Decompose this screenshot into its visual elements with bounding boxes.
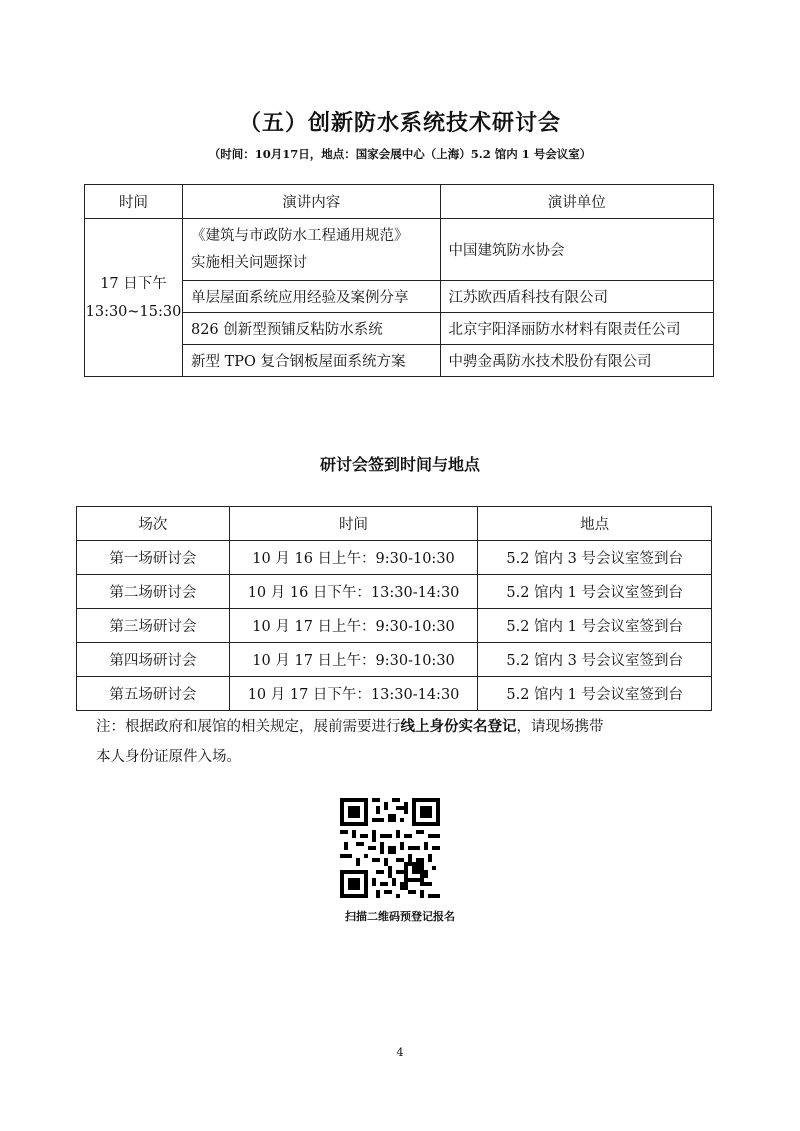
checkin-section-title: 研讨会签到时间与地点 xyxy=(319,455,480,474)
checkin-row xyxy=(77,643,712,677)
checkin-header-row xyxy=(77,507,712,541)
checkin-row xyxy=(77,575,712,609)
place-cell: 5.2 馆内 1 号会议室签到台 xyxy=(478,677,712,711)
qr-code[interactable] xyxy=(340,798,440,898)
content-cell xyxy=(182,219,440,281)
place-cell: 5.2 馆内 3 号会议室签到台 xyxy=(478,643,712,677)
page-title: （五）创新防水系统技术研讨会 xyxy=(238,110,561,136)
session-cell: 第五场研讨会 xyxy=(77,677,230,711)
qr-caption: 扫描二维码预登记报名 xyxy=(345,910,455,923)
place-cell: 5.2 馆内 1 号会议室签到台 xyxy=(478,575,712,609)
page-number: 4 xyxy=(396,1046,404,1059)
note-line2: 本人身份证原件入场。 xyxy=(96,749,241,765)
schedule-row xyxy=(85,219,714,281)
time-cell: 10 月 17 日上午：9:30-10:30 xyxy=(229,609,478,643)
content-cell: 单层屋面系统应用经验及案例分享 xyxy=(182,281,440,313)
header-time: 时间 xyxy=(229,507,478,541)
checkin-table xyxy=(76,506,712,711)
note-emphasis: 线上身份实名登记 xyxy=(400,718,517,735)
checkin-row xyxy=(77,609,712,643)
place-cell: 5.2 馆内 3 号会议室签到台 xyxy=(478,541,712,575)
time-cell: 10 月 16 日下午：13:30-14:30 xyxy=(229,575,478,609)
session-cell: 第二场研讨会 xyxy=(77,575,230,609)
content-cell: 826 创新型预铺反粘防水系统 xyxy=(182,313,440,345)
unit-cell: 中国建筑防水协会 xyxy=(440,219,713,281)
header-session: 场次 xyxy=(77,507,230,541)
session-cell: 第四场研讨会 xyxy=(77,643,230,677)
time-day: 17 日下午 xyxy=(100,275,167,292)
content-line: 《建筑与市政防水工程通用规范》 xyxy=(190,227,409,244)
session-cell: 第一场研讨会 xyxy=(77,541,230,575)
event-subtitle: （时间：10月17日，地点：国家会展中心（上海）5.2 馆内 1 号会议室） xyxy=(208,147,592,161)
content-cell: 新型 TPO 复合钢板屋面系统方案 xyxy=(182,345,440,377)
checkin-row xyxy=(77,677,712,711)
schedule-header-row xyxy=(85,185,714,219)
checkin-row xyxy=(77,541,712,575)
header-unit: 演讲单位 xyxy=(440,185,713,219)
unit-cell: 中骋金禹防水技术股份有限公司 xyxy=(440,345,713,377)
session-cell: 第三场研讨会 xyxy=(77,609,230,643)
header-place: 地点 xyxy=(478,507,712,541)
header-time: 时间 xyxy=(85,185,183,219)
unit-cell: 江苏欧西盾科技有限公司 xyxy=(440,281,713,313)
content-line: 实施相关问题探讨 xyxy=(190,254,307,271)
header-content: 演讲内容 xyxy=(182,185,440,219)
place-cell: 5.2 馆内 1 号会议室签到台 xyxy=(478,609,712,643)
time-range: 13:30~15:30 xyxy=(85,303,182,320)
time-cell: 10 月 17 日下午：13:30-14:30 xyxy=(229,677,478,711)
note-prefix: 注：根据政府和展馆的相关规定，展前需要进行 xyxy=(96,719,401,735)
note-suffix: ，请现场携带 xyxy=(516,719,604,735)
registration-note xyxy=(96,712,706,772)
time-cell: 10 月 16 日上午：9:30-10:30 xyxy=(229,541,478,575)
schedule-table xyxy=(84,184,714,377)
unit-cell: 北京宇阳泽丽防水材料有限责任公司 xyxy=(440,313,713,345)
schedule-time-cell xyxy=(85,219,183,377)
time-cell: 10 月 17 日上午：9:30-10:30 xyxy=(229,643,478,677)
